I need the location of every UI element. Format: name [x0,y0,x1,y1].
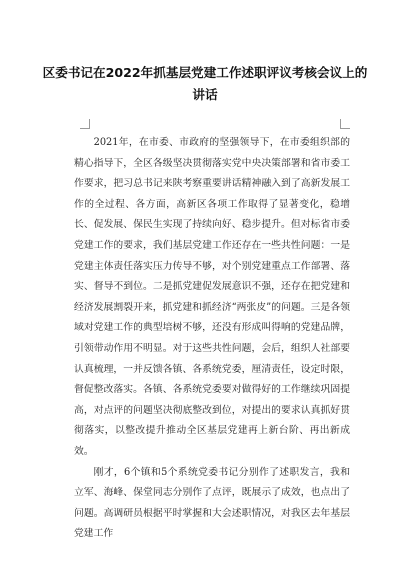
paragraph-1: 2021年，在市委、市政府的坚强领导下，在市委组织部的精心指导下，全区各级坚决贯彻落实党中央决策部署和省市委工作要求，把习总书记来陕考察重要讲话精神融入到了高新发展工作的全过程、各方面，高新区各项工作取得了显著变化，稳增长、促发展、保民生实现了持续向好、稳步提升。但对标省市委党建工作的要求，我们基层党建工作还存在一些共性问题：一是党建主体责任落实压力传导不够，对个别党建重点工作部署、落实、督导不到位。二是抓党建促发展意识不强，还存在把党建和经济发展割裂开来，抓党建和抓经济“两张皮”的问题。三是各领域对党建工作的典型培树不够，还没有形成叫得响的党建品牌，引领带动作用不明显。对于这些共性问题，会后，组织人社部要认真梳理，一并反馈各镇、各系统党委，厘清责任，设定时限，督促整改落实。各镇、各系统党委要对做得好的工作继续巩固提高，对点评的问题坚决彻底整改到位，对提出的要求认真抓好贯彻落实，以整改提升推动全区基层党建再上新台阶、再出新成效。 [74,137,350,457]
paragraph-2: 刚才，6个镇和5个系统党委书记分别作了述职发言，我和立军、海峰、保堂同志分别作了点评，既展示了成效，也点出了问题。高调研员根据平时掌握和大会述职情况，对我区去年基层党建工作 [74,466,350,540]
document-title: 区委书记在2022年抓基层党建工作述职评议考核会议上的讲话 [42,65,368,102]
crop-mark-top-right [340,119,350,129]
document-body [74,133,350,545]
crop-mark-top-left [80,119,90,129]
